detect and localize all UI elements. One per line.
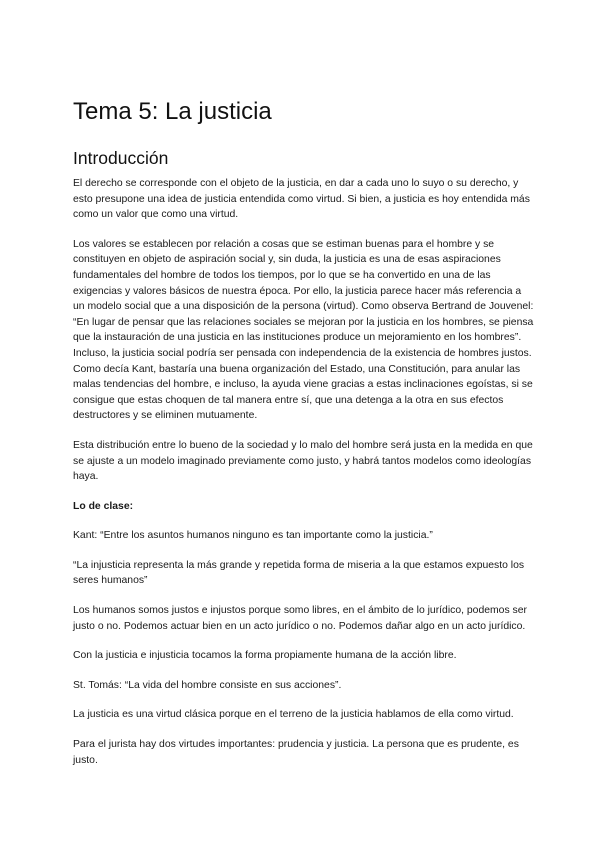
paragraph: Kant: “Entre los asuntos humanos ninguno es tan importante como la justicia.” (73, 530, 433, 542)
section-heading: Introducción (73, 148, 169, 168)
paragraph: “La injusticia representa la más grande y repetida forma de miseria a la que estamos expuesto los seres humanos” (73, 559, 525, 587)
paragraph: Los valores se establecen por relación a cosas que se estiman buenas para el hombre y se constituyen en objeto de aspiración social y, sin duda, la justicia es una de esas aspiraciones fundamentales del hombre de todos los tiempos, por lo que se ha convertido en una de las exigencias y valores básicos de nuestra época. Por ello, la justicia parece hacer más referencia a un modelo social que a una disposición de la persona (virtud). Como observa Bertrand de Jouvenel: “En lugar de pensar que las relaciones sociales se mejoran por la justicia en los hombres, se piensa que la instauración de una justicia en las instituciones produce un mejoramiento en los hombres”. Incluso, la justicia social podría ser pensada con independencia de la existencia de hombres justos. Como decía Kant, bastaría una buena organización del Estado, una Constitución, para anular las malas tendencias del hombre, e incluso, la ayuda viene gracias a estas inclinaciones egoístas, si se consigue que estas choquen de tal manera entre sí, que una detenga a la otra en sus efectos destructores y se eliminen mutuamente. (73, 238, 534, 422)
document-body (73, 176, 535, 782)
subheading-bold: Lo de clase: (73, 500, 134, 512)
paragraph: Para el jurista hay dos virtudes importantes: prudencia y justicia. La persona que es prudente, es justo. (73, 739, 519, 766)
paragraph: El derecho se corresponde con el objeto de la justicia, en dar a cada uno lo suyo o su derecho, y esto presupone una idea de justicia entendida como virtud. Si bien, a justicia es hoy entendida más como un valor que como una virtud. (73, 178, 530, 221)
paragraph: Los humanos somos justos e injustos porque somo libres, en el ámbito de lo jurídico, podemos ser justo o no. Podemos actuar bien en un acto jurídico o no. Podemos dañar algo en un acto jurídico. (73, 605, 527, 632)
paragraph: St. Tomás: “La vida del hombre consiste en sus acciones”. (73, 679, 342, 691)
paragraph: Con la justicia e injusticia tocamos la forma propiamente humana de la acción libre. (73, 650, 457, 662)
paragraph: La justicia es una virtud clásica porque en el terreno de la justicia hablamos de ella como virtud. (73, 709, 514, 721)
paragraph: Esta distribución entre lo bueno de la sociedad y lo malo del hombre será justa en la medida en que se ajuste a un modelo imaginado previamente como justo, y habrá tantos modelos como ideologías haya. (73, 439, 533, 483)
page-title: Tema 5: La justicia (73, 98, 272, 125)
